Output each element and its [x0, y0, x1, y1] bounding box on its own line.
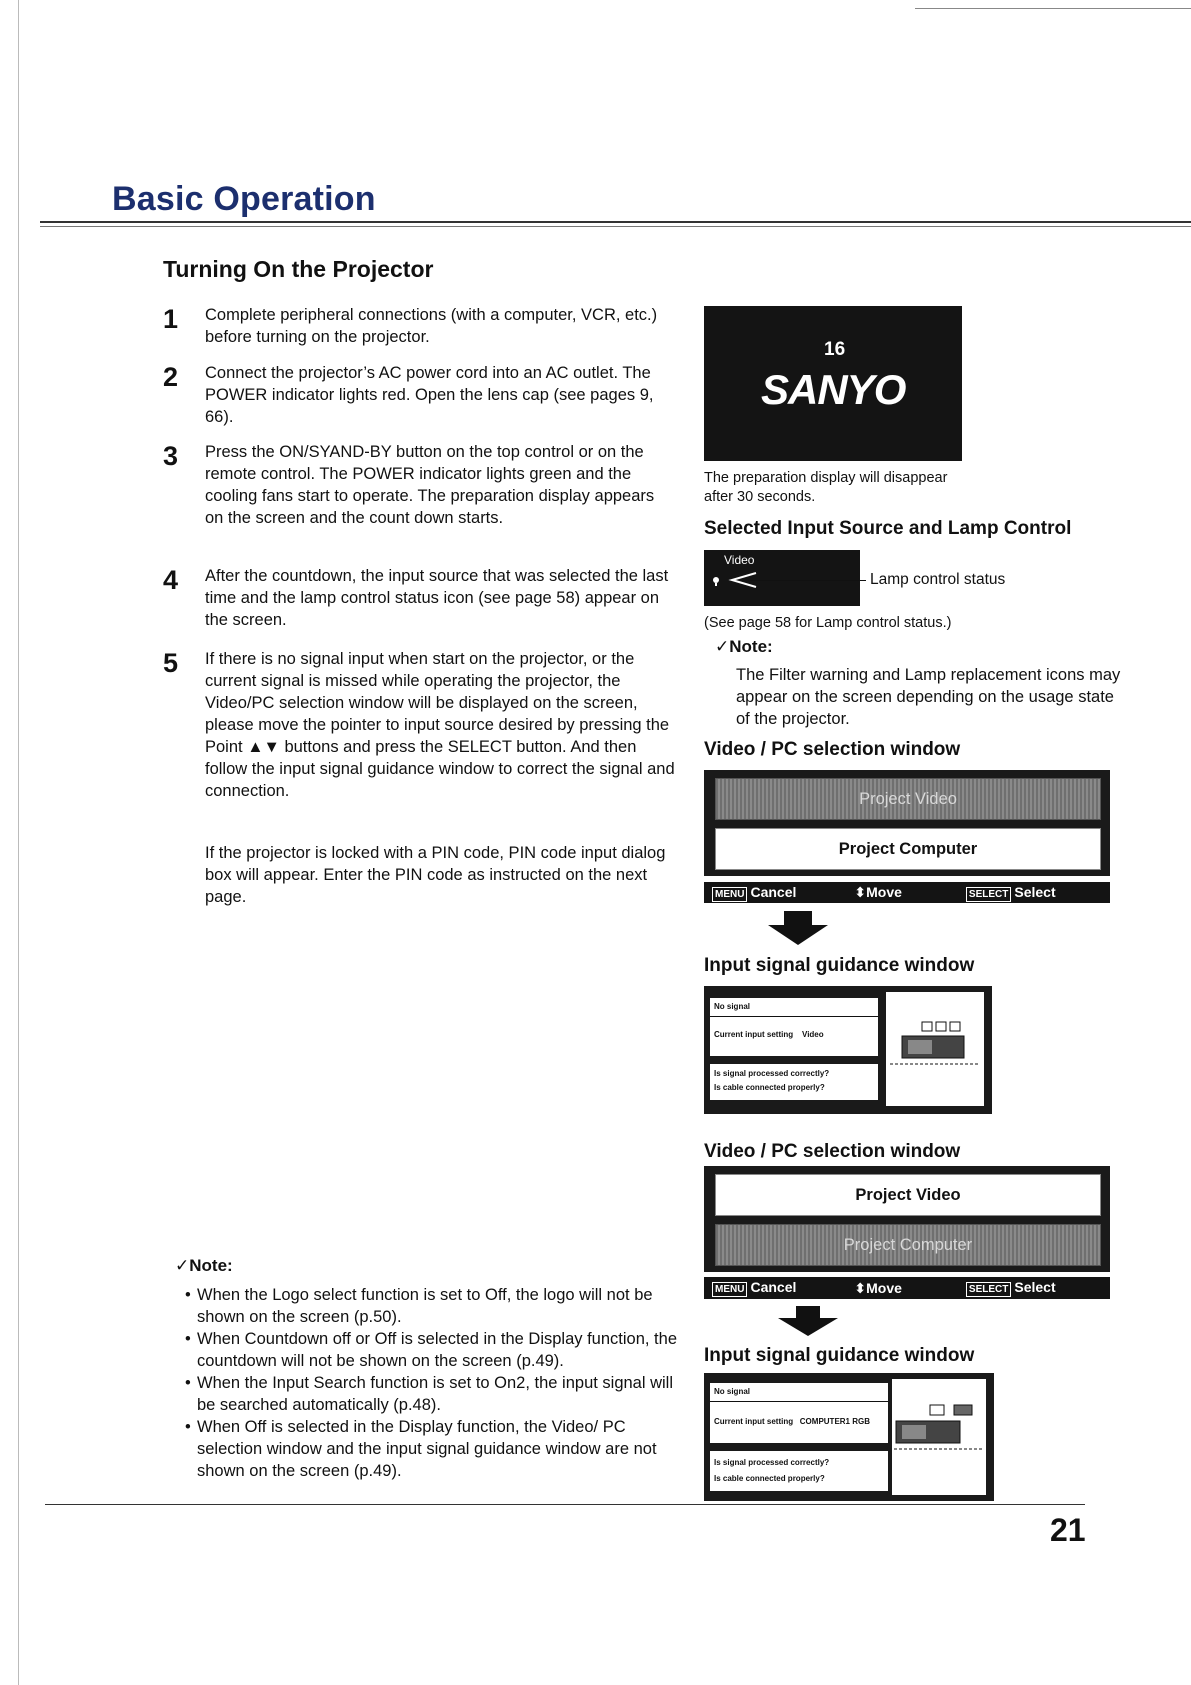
selection-window-title-2: Video / PC selection window: [704, 1141, 961, 1162]
step-2: [163, 362, 673, 434]
preparation-display: [704, 306, 962, 461]
lamp-icon: [710, 574, 722, 586]
down-arrow-icon: [778, 1306, 838, 1336]
selection-statusbar-2: [704, 1277, 1110, 1299]
guidance-window-title: Input signal guidance window: [704, 955, 975, 976]
no-signal-text: No signal: [714, 1387, 751, 1396]
header-rule: [40, 221, 1191, 223]
step-text: Complete peripheral connections (with a computer, VCR, etc.) before turning on the projector.: [205, 306, 658, 346]
lamp-control-label: Lamp control status: [870, 571, 1006, 588]
left-note-title: ✓Note:: [175, 1256, 233, 1275]
select-hint: SELECT Select: [966, 1279, 1056, 1297]
step-4: [163, 565, 673, 635]
step-number: 2: [163, 362, 179, 392]
footer-rule: [45, 1504, 1085, 1505]
page-number: 21: [1050, 1512, 1086, 1548]
guidance-window-title-2: Input signal guidance window: [704, 1345, 975, 1366]
question-signal: Is signal processed correctly?: [714, 1069, 830, 1078]
cancel-hint: MENU Cancel: [712, 1279, 796, 1297]
step-text: Press the ON/SYAND-BY button on the top control or on the remote control. The POWER indicator lights green and the cooling fans start to operate. The preparation display appears on the screen and the count down starts.: [205, 443, 655, 527]
step-3: [163, 441, 673, 557]
selection-statusbar-1: [704, 882, 1110, 903]
step-text: After the countdown, the input source that was selected the last time and the lamp control status icon (see page 58) appear on the screen.: [205, 567, 669, 629]
step-text: Connect the projector’s AC power cord into an AC outlet. The POWER indicator lights red. Open the lens cap (see pages 9, 66).: [205, 364, 654, 426]
current-input-row: Current input setting COMPUTER1 RGB: [714, 1417, 871, 1426]
top-rule: [915, 8, 1191, 9]
question-cable: Is cable connected properly?: [714, 1474, 825, 1483]
margin-line: [18, 0, 19, 1685]
project-computer-option[interactable]: Project Computer: [715, 1224, 1101, 1266]
guidance-window-2: [704, 1373, 994, 1501]
guidance-info-panel: [710, 998, 878, 1056]
guidance-window-1: [704, 986, 992, 1114]
section-title: Turning On the Projector: [163, 256, 434, 282]
current-input-row: Current input setting Video: [714, 1030, 824, 1039]
pin-note: If the projector is locked with a PIN code, PIN code input dialog box will appear. Enter the PIN code as instructed on the next page.: [205, 844, 666, 906]
projector-connection-icon: [892, 1379, 986, 1495]
question-signal: Is signal processed correctly?: [714, 1458, 830, 1467]
note-item: • When Countdown off or Off is selected in the Display function, the countdown will not be shown on the screen (p.49).: [185, 1328, 685, 1372]
page-title: Basic Operation: [112, 180, 376, 218]
input-source-display: [704, 550, 860, 606]
selection-window-title: Video / PC selection window: [704, 739, 961, 760]
project-video-option[interactable]: Project Video: [715, 1174, 1101, 1216]
menu-key-icon: MENU: [712, 1282, 747, 1297]
input-source-label: Video: [724, 553, 755, 567]
no-signal-text: No signal: [714, 1002, 751, 1011]
move-hint: ⬍Move: [854, 884, 902, 900]
menu-key-icon: MENU: [712, 887, 747, 902]
connection-diagram: [892, 1379, 986, 1495]
guidance-question-panel: [710, 1064, 878, 1100]
lamp-pointer-line: [750, 580, 866, 581]
selection-window-1: [704, 770, 1110, 876]
projector-connection-icon: [886, 992, 984, 1106]
step-number: 3: [163, 441, 179, 471]
down-arrow-icon: [768, 911, 828, 945]
panel-divider: [710, 1401, 888, 1402]
selection-window-2: [704, 1166, 1110, 1272]
question-cable: Is cable connected properly?: [714, 1083, 825, 1092]
select-key-icon: SELECT: [966, 887, 1011, 902]
prep-caption: [704, 469, 947, 507]
countdown-number: 16: [824, 339, 846, 360]
step-number: 5: [163, 648, 179, 678]
lamp-see-page: (See page 58 for Lamp control status.): [704, 615, 952, 631]
updown-arrow-icon: ⬍: [854, 884, 867, 900]
updown-arrow-icon: ⬍: [854, 1279, 867, 1296]
move-hint: ⬍Move: [854, 1279, 902, 1296]
right-note-title: ✓Note:: [715, 637, 773, 656]
project-video-option[interactable]: Project Video: [715, 778, 1101, 820]
sanyo-logo: SANYO: [761, 366, 906, 413]
prep-caption-line1: The preparation display will disappear: [704, 470, 948, 486]
input-lamp-title: Selected Input Source and Lamp Control: [704, 518, 1072, 539]
header-rule-thin: [40, 226, 1191, 227]
prep-caption-line2: after 30 seconds.: [704, 489, 816, 505]
note-item: • When the Logo select function is set to Off, the logo will not be shown on the screen (p.50).: [185, 1284, 685, 1328]
step-number: 4: [163, 565, 179, 595]
panel-divider: [710, 1016, 878, 1017]
right-note-text: The Filter warning and Lamp replacement icons may appear on the screen depending on the usage state of the projector.: [736, 666, 1121, 728]
guidance-question-panel: [710, 1451, 888, 1491]
cancel-hint: MENU Cancel: [712, 884, 796, 902]
note-item: • When Off is selected in the Display function, the Video/ PC selection window and the input signal guidance window are not shown on the screen (p.49).: [185, 1416, 685, 1482]
step-text: If there is no signal input when start on the projector, or the current signal is missed while operating the projector, the Video/PC selection window will be displayed on the screen, please move the pointer to input source desired by pressing the Point ▲▼ buttons and press the SELECT button. And then follow the input signal guidance window to correct the signal and connection.: [205, 650, 675, 800]
select-key-icon: SELECT: [966, 1282, 1011, 1297]
connection-diagram: [886, 992, 984, 1106]
step-number: 1: [163, 304, 179, 334]
select-hint: SELECT Select: [966, 884, 1056, 902]
guidance-info-panel: [710, 1383, 888, 1443]
note-item: • When the Input Search function is set to On2, the input signal will be searched automatically (p.48).: [185, 1372, 685, 1416]
step-5: [163, 648, 673, 828]
left-note-list: [185, 1284, 685, 1482]
step-1: [163, 304, 673, 354]
project-computer-option[interactable]: Project Computer: [715, 828, 1101, 870]
